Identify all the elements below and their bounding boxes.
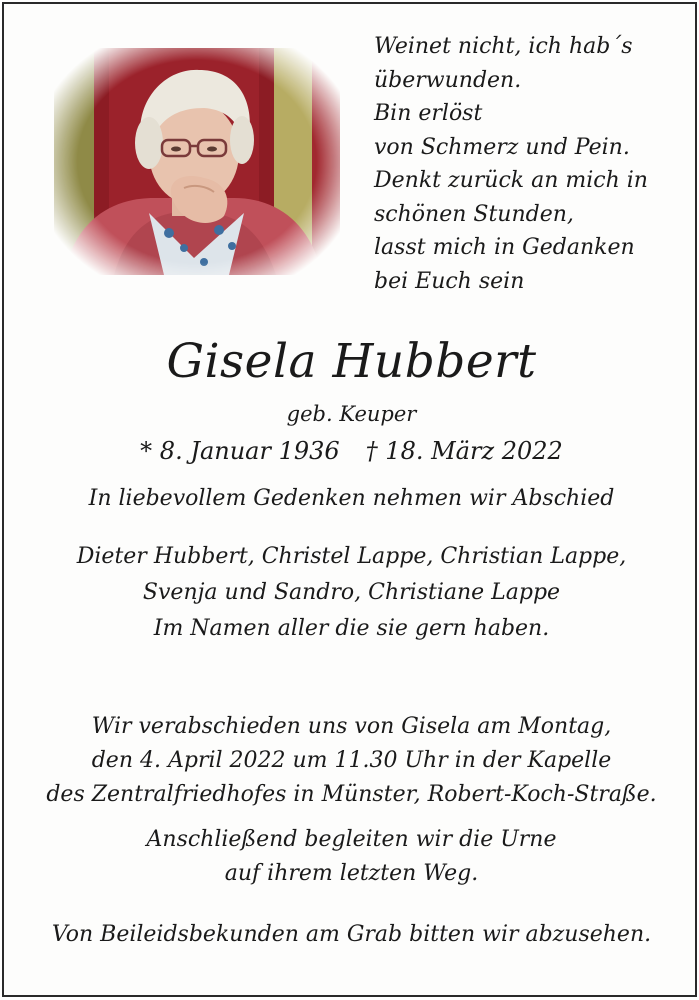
life-dates	[4, 437, 699, 465]
poem-line: Weinet nicht, ich hab´s	[374, 34, 633, 59]
poem-line: Bin erlöst	[374, 101, 483, 126]
poem-line: von Schmerz und Pein.	[374, 134, 630, 160]
poem-line: Denkt zurück an mich in	[374, 168, 648, 193]
family-block	[4, 539, 699, 647]
poem-line: lasst mich in Gedanken	[374, 235, 635, 260]
deceased-name: Gisela Hubbert	[166, 334, 537, 389]
poem-line: bei Euch sein	[374, 268, 525, 294]
birth-name: geb. Keuper	[286, 402, 417, 426]
poem	[374, 30, 674, 298]
service-line: des Zentralfriedhofes in Münster, Robert-Koch-Straße.	[46, 782, 657, 807]
closing-note: Von Beileidsbekunden am Grab bitten wir abzusehen.	[51, 922, 652, 947]
poem-line: schönen Stunden,	[374, 201, 574, 227]
family-line: Im Namen aller die sie gern haben.	[153, 616, 550, 641]
farewell-text: In liebevollem Gedenken nehmen wir Abschied	[88, 486, 615, 511]
portrait-image	[54, 48, 340, 275]
birth-date: * 8. Januar 1936	[140, 437, 340, 465]
service-details	[4, 710, 699, 812]
service-line: den 4. April 2022 um 11.30 Uhr in der Kapelle	[91, 748, 612, 773]
urn-line: auf ihrem letzten Weg.	[224, 861, 479, 886]
obituary-frame	[2, 2, 697, 997]
family-line: Dieter Hubbert, Christel Lappe, Christian Lappe,	[76, 544, 627, 569]
service-line: Wir verabschieden uns von Gisela am Montag,	[91, 714, 612, 739]
family-line: Svenja und Sandro, Christiane Lappe	[142, 580, 561, 605]
death-date: † 18. März 2022	[365, 437, 563, 465]
poem-line: überwunden.	[374, 67, 522, 93]
urn-line: Anschließend begleiten wir die Urne	[146, 827, 557, 852]
urn-notice	[4, 823, 699, 891]
portrait-photo	[54, 48, 340, 275]
